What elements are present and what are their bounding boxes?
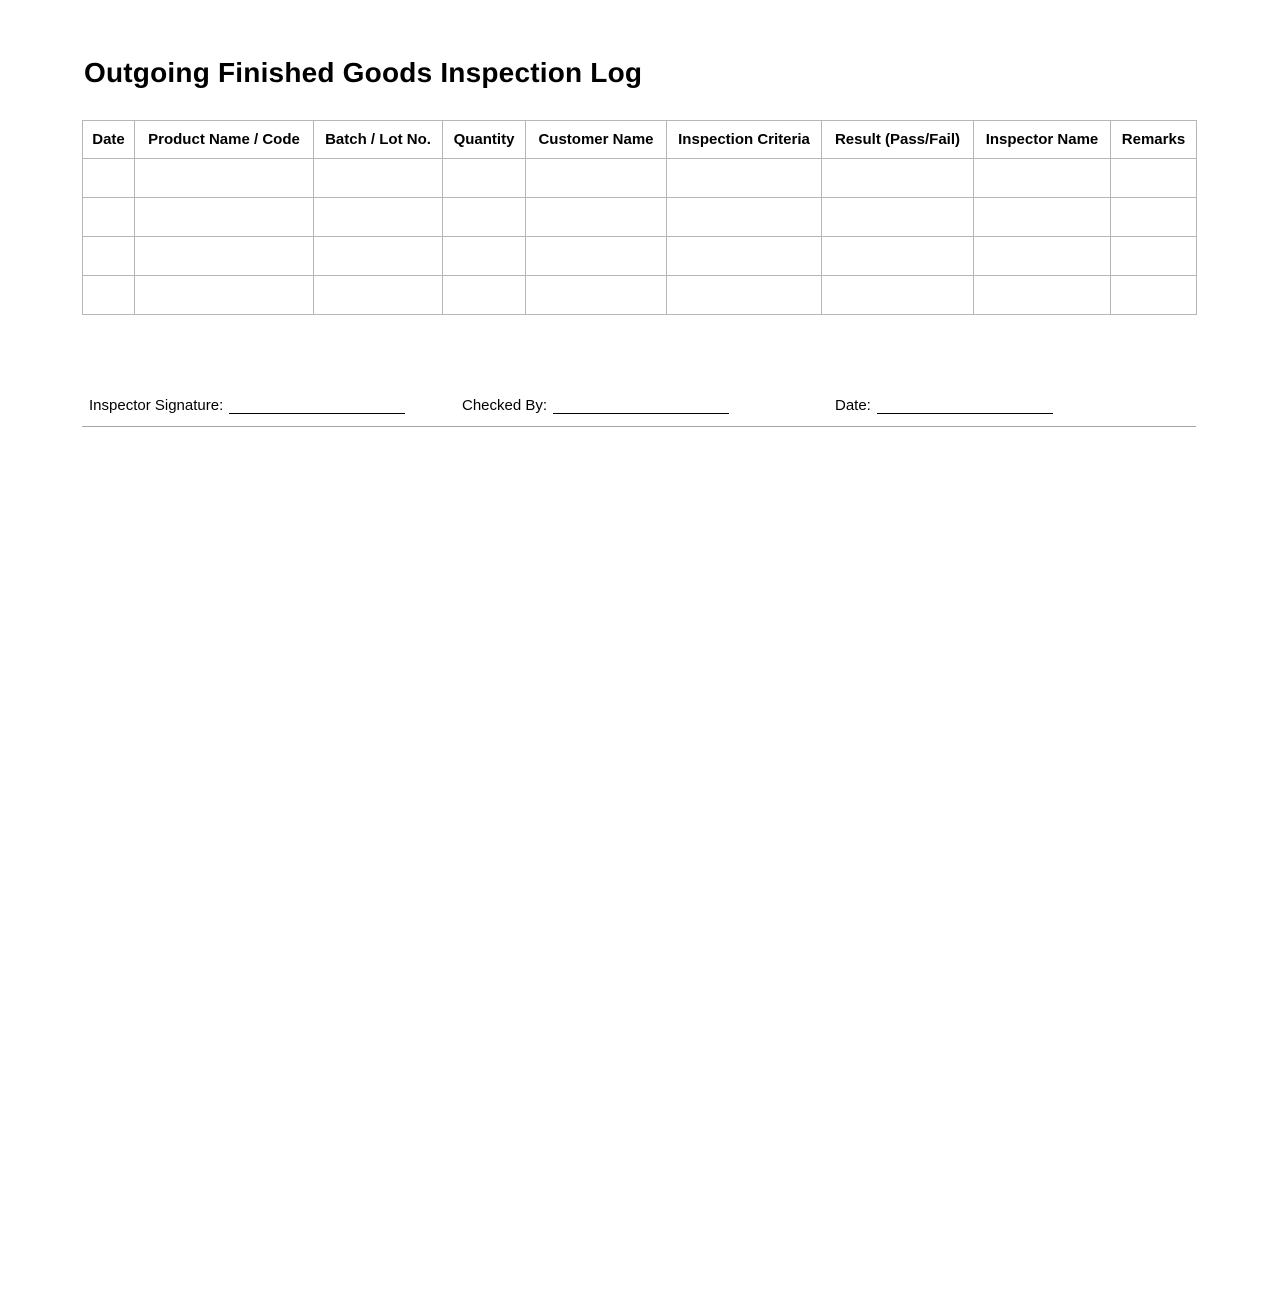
inspector-signature-block (82, 396, 455, 416)
header-cell-inspector-name: Inspector Name (974, 121, 1111, 159)
table-cell[interactable] (83, 276, 135, 315)
table-cell[interactable] (135, 159, 314, 198)
table-header-row (83, 121, 1197, 159)
header-cell-date: Date (83, 121, 135, 159)
header-cell-batch-lot-no: Batch / Lot No. (314, 121, 443, 159)
table-cell[interactable] (443, 237, 526, 276)
header-cell-quantity: Quantity (443, 121, 526, 159)
table-cell[interactable] (1111, 237, 1197, 276)
table-cell[interactable] (667, 159, 822, 198)
table-cell[interactable] (822, 159, 974, 198)
table-cell[interactable] (135, 198, 314, 237)
table-row (83, 198, 1197, 237)
table-cell[interactable] (526, 198, 667, 237)
signature-section (82, 396, 1196, 416)
table-cell[interactable] (974, 159, 1111, 198)
header-cell-inspection-criteria: Inspection Criteria (667, 121, 822, 159)
table-cell[interactable] (314, 198, 443, 237)
checked-by-label: Checked By: (462, 397, 548, 414)
checked-by-line[interactable] (553, 413, 729, 414)
table-cell[interactable] (526, 237, 667, 276)
table-cell[interactable] (822, 276, 974, 315)
bottom-divider (82, 426, 1196, 427)
document-page (82, 0, 1196, 427)
inspector-signature-label: Inspector Signature: (89, 397, 224, 414)
table-cell[interactable] (974, 198, 1111, 237)
date-block (828, 396, 1201, 416)
header-cell-customer-name: Customer Name (526, 121, 667, 159)
date-signature-line[interactable] (877, 413, 1053, 414)
table-row (83, 276, 1197, 315)
date-label: Date: (835, 397, 871, 414)
table-cell[interactable] (314, 159, 443, 198)
table-cell[interactable] (1111, 198, 1197, 237)
table-cell[interactable] (83, 237, 135, 276)
table-cell[interactable] (443, 198, 526, 237)
table-cell[interactable] (135, 237, 314, 276)
table-cell[interactable] (822, 198, 974, 237)
header-cell-product-name-code: Product Name / Code (135, 121, 314, 159)
table-cell[interactable] (83, 198, 135, 237)
table-cell[interactable] (443, 276, 526, 315)
table-row (83, 159, 1197, 198)
table-row (83, 237, 1197, 276)
table-cell[interactable] (135, 276, 314, 315)
table-cell[interactable] (974, 237, 1111, 276)
table-cell[interactable] (314, 276, 443, 315)
table-cell[interactable] (822, 237, 974, 276)
table-cell[interactable] (83, 159, 135, 198)
inspector-signature-line[interactable] (229, 413, 405, 414)
table-cell[interactable] (667, 198, 822, 237)
checked-by-block (455, 396, 828, 416)
table-cell[interactable] (526, 159, 667, 198)
table-cell[interactable] (314, 237, 443, 276)
header-cell-remarks: Remarks (1111, 121, 1197, 159)
inspection-log-table (82, 120, 1197, 315)
table-cell[interactable] (667, 276, 822, 315)
table-cell[interactable] (443, 159, 526, 198)
table-cell[interactable] (526, 276, 667, 315)
header-cell-result-pass-fail: Result (Pass/Fail) (822, 121, 974, 159)
table-cell[interactable] (1111, 276, 1197, 315)
table-cell[interactable] (974, 276, 1111, 315)
table-cell[interactable] (1111, 159, 1197, 198)
page-title: Outgoing Finished Goods Inspection Log (84, 57, 643, 88)
table-cell[interactable] (667, 237, 822, 276)
